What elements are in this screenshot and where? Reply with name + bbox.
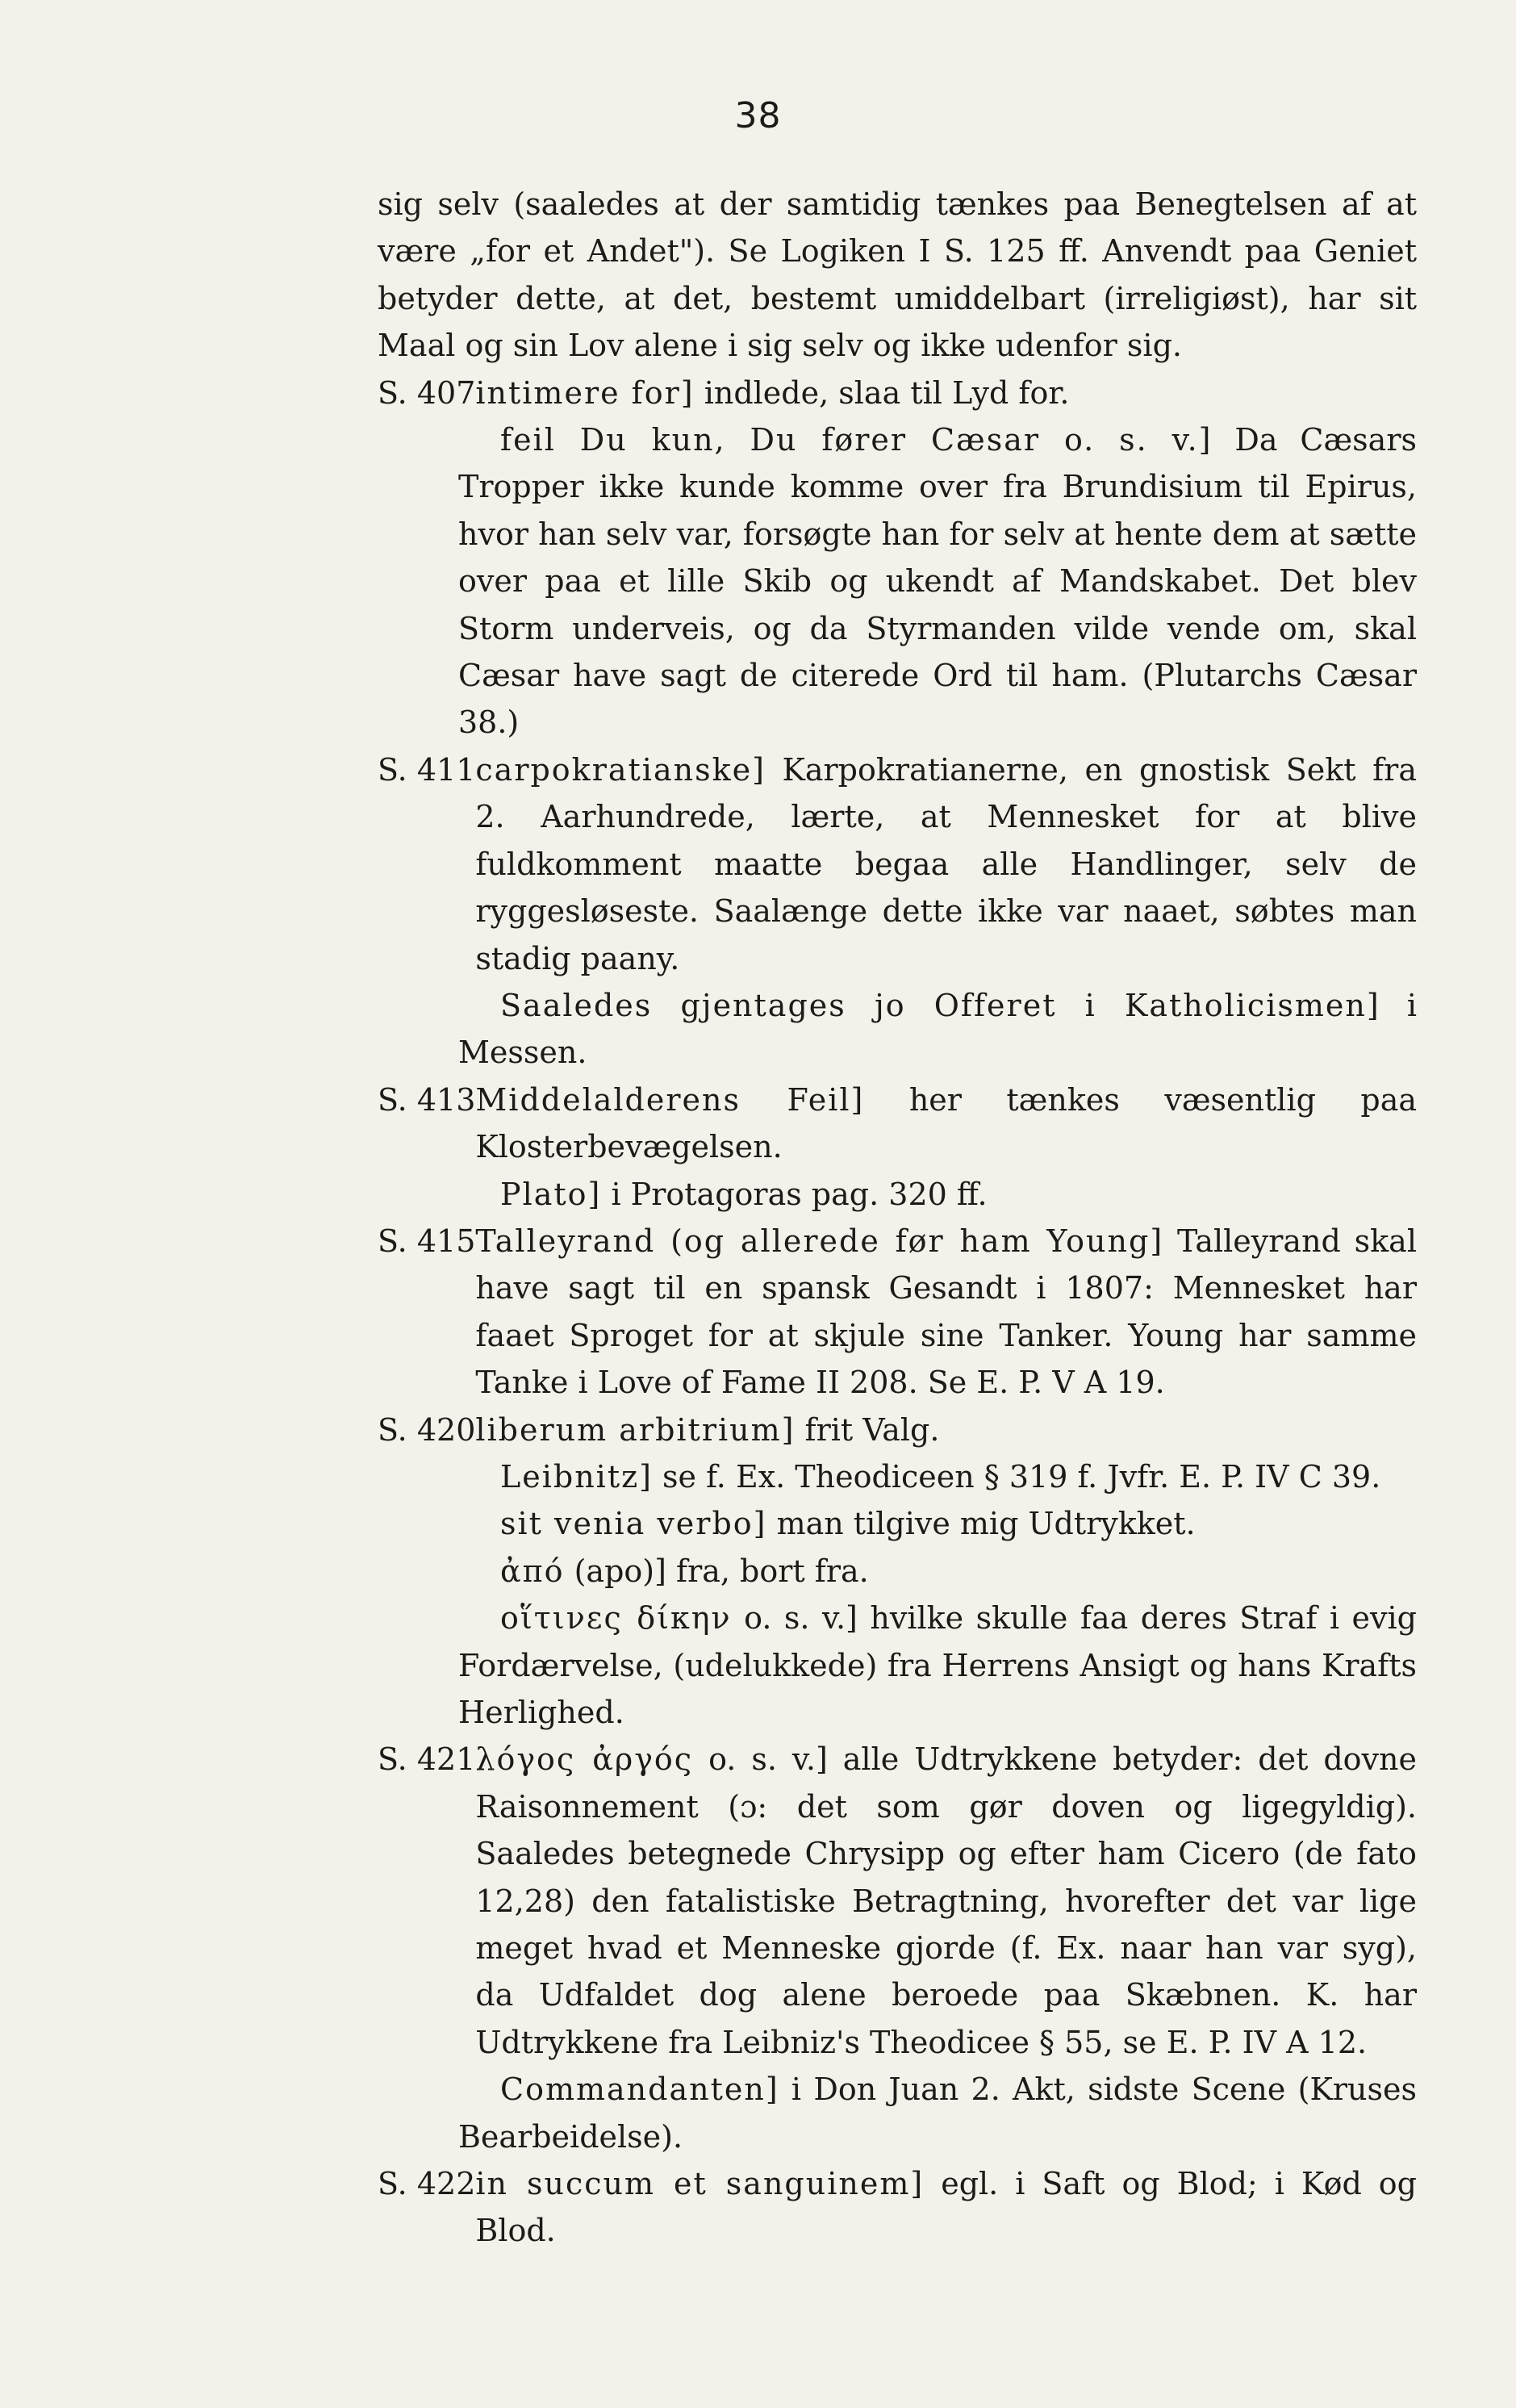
- note-body: [475, 1218, 1417, 1407]
- sub-note-text: (apo)] fra, bort fra.: [564, 1553, 869, 1589]
- note-body: [475, 1076, 1417, 1171]
- sub-note-lemma: ἀπό: [500, 1553, 565, 1589]
- sub-note: [458, 2066, 1417, 2160]
- sub-note-text: o. s. v.] hvilke skulle faa deres Straf i evig Fordærvelse, (udelukkede) fra Herrens Ansigt og hans Krafts Herlighed.: [458, 1600, 1417, 1730]
- sub-note: [458, 1453, 1417, 1500]
- note-text: Karpokratianerne, en gnostisk Sekt fra 2. Aarhundrede, lærte, at Mennesket for at blive fuldkomment maatte begaa alle Handlinger, selv de ryggesløseste. Saalænge dette ikke var naaet, søbtes man stadig paany.: [475, 751, 1417, 976]
- sub-note-text: se f. Ex. Theodiceen § 319 f. Jvfr. E. P. IV C 39.: [652, 1458, 1381, 1495]
- sub-note-text: i Don Juan 2. Akt, sidste Scene (Kruses Bearbeidelse).: [458, 2071, 1417, 2155]
- note-body: [475, 746, 1417, 982]
- note-entry: [378, 1218, 1417, 1407]
- note-page-reference: S. 421: [378, 1741, 476, 1778]
- note-text: Talleyrand skal have sagt til en spansk Gesandt i 1807: Mennesket har faaet Sproget for at skjule sine Tanker. Young har samme Tanke i Love of Fame II 208. Se E. P. V A 19.: [475, 1223, 1417, 1401]
- note-body: [475, 1407, 1417, 1453]
- note-lemma: Talleyrand (og allerede før ham Young]: [475, 1223, 1164, 1259]
- note-page-reference: S. 407: [378, 374, 476, 411]
- sub-note: [458, 1171, 1417, 1218]
- note-entry: [378, 370, 1417, 416]
- note-page-reference: S. 422: [378, 2166, 476, 2202]
- page-number: 38: [734, 95, 782, 136]
- sub-note-lemma: Leibnitz]: [500, 1458, 653, 1495]
- note-lemma: liberum arbitrium]: [475, 1411, 796, 1448]
- note-entry: [378, 1076, 1417, 1171]
- note-lemma: Middelalderens Feil]: [475, 1081, 865, 1118]
- note-page-reference: S. 413: [378, 1081, 476, 1118]
- commentary-notes: [378, 181, 1417, 2255]
- sub-note-lemma: Plato]: [500, 1176, 602, 1212]
- note-lemma: in succum et sanguinem]: [475, 2166, 925, 2202]
- note-lemma: intimere for]: [475, 374, 695, 411]
- sub-note-lemma: οἵτινες δίκην: [500, 1600, 732, 1637]
- note-text: her tænkes væsentlig paa Klosterbevægelsen.: [475, 1081, 1418, 1165]
- note-entry: [378, 1736, 1417, 2066]
- note-lemma: carpokratianske]: [475, 751, 766, 788]
- note-body: [475, 370, 1417, 416]
- notes-list: [378, 370, 1417, 2160]
- sub-note-text: Da Cæsars Tropper ikke kunde komme over fra Brundisium til Epirus, hvor han selv var, forsøgte han for selv at hente dem at sætte over paa et lille Skib og ukendt af Mandskabet. Det blev Storm underveis, og da Styrmanden vilde vende om, skal Cæsar have sagt de citerede Ord til ham. (Plutarchs Cæsar 38.): [458, 422, 1417, 741]
- sub-note-lemma: Commandanten]: [500, 2071, 779, 2108]
- note-lemma: λόγος ἀργός: [475, 1741, 694, 1778]
- note-body: [475, 2160, 1417, 2255]
- sub-note-text: man tilgive mig Udtrykket.: [766, 1506, 1196, 1542]
- note-text: egl. i Saft og Blod; i Kød og Blod.: [475, 2166, 1418, 2249]
- note-entry: [378, 2160, 1417, 2255]
- sub-note-text: i Messen.: [458, 987, 1417, 1071]
- sub-note-text: i Protagoras pag. 320 ff.: [601, 1176, 988, 1212]
- note-entry: [378, 1407, 1417, 1453]
- note-text: indlede, slaa til Lyd for.: [694, 374, 1070, 411]
- note-text: o. s. v.] alle Udtrykkene betyder: det dovne Raisonnement (ɔ: det som gør doven og ligegyldig). Saaledes betegnede Chrysipp og efter ham Cicero (de fato 12,28) den fatalistiske Betragtning, hvorefter det var lige meget hvad et Menneske gjorde (f. Ex. naar han var syg), da Udfaldet dog alene beroede paa Skæbnen. K. har Udtrykkene fra Leibniz's Theodicee § 55, se E. P. IV A 12.: [475, 1741, 1417, 2060]
- note-page-reference: S. 411: [378, 751, 476, 788]
- note-page-reference: S. 420: [378, 1411, 476, 1448]
- sub-note-lemma: sit venia verbo]: [500, 1506, 767, 1542]
- sub-note: [458, 1595, 1417, 1736]
- note-entry: [378, 746, 1417, 982]
- note-body: [475, 1736, 1417, 2066]
- sub-note: [458, 1500, 1417, 1547]
- note-text: frit Valg.: [795, 1411, 940, 1448]
- continued-note-text: sig selv (saaledes at der samtidig tænkes paa Benegtelsen af at være „for et Andet"). Se Logiken I S. 125 ff. Anvendt paa Geniet betyder dette, at det, bestemt umiddelbart (irreligiøst), har sit Maal og sin Lov alene i sig selv og ikke udenfor sig.: [378, 186, 1417, 364]
- sub-note: [458, 982, 1417, 1076]
- sub-note: [458, 1548, 1417, 1595]
- sub-note: [458, 416, 1417, 746]
- sub-note-lemma: feil Du kun, Du fører Cæsar o. s. v.]: [500, 422, 1213, 458]
- sub-note-lemma: Saaledes gjentages jo Offeret i Katholicismen]: [500, 987, 1380, 1023]
- note-page-reference: S. 415: [378, 1223, 476, 1259]
